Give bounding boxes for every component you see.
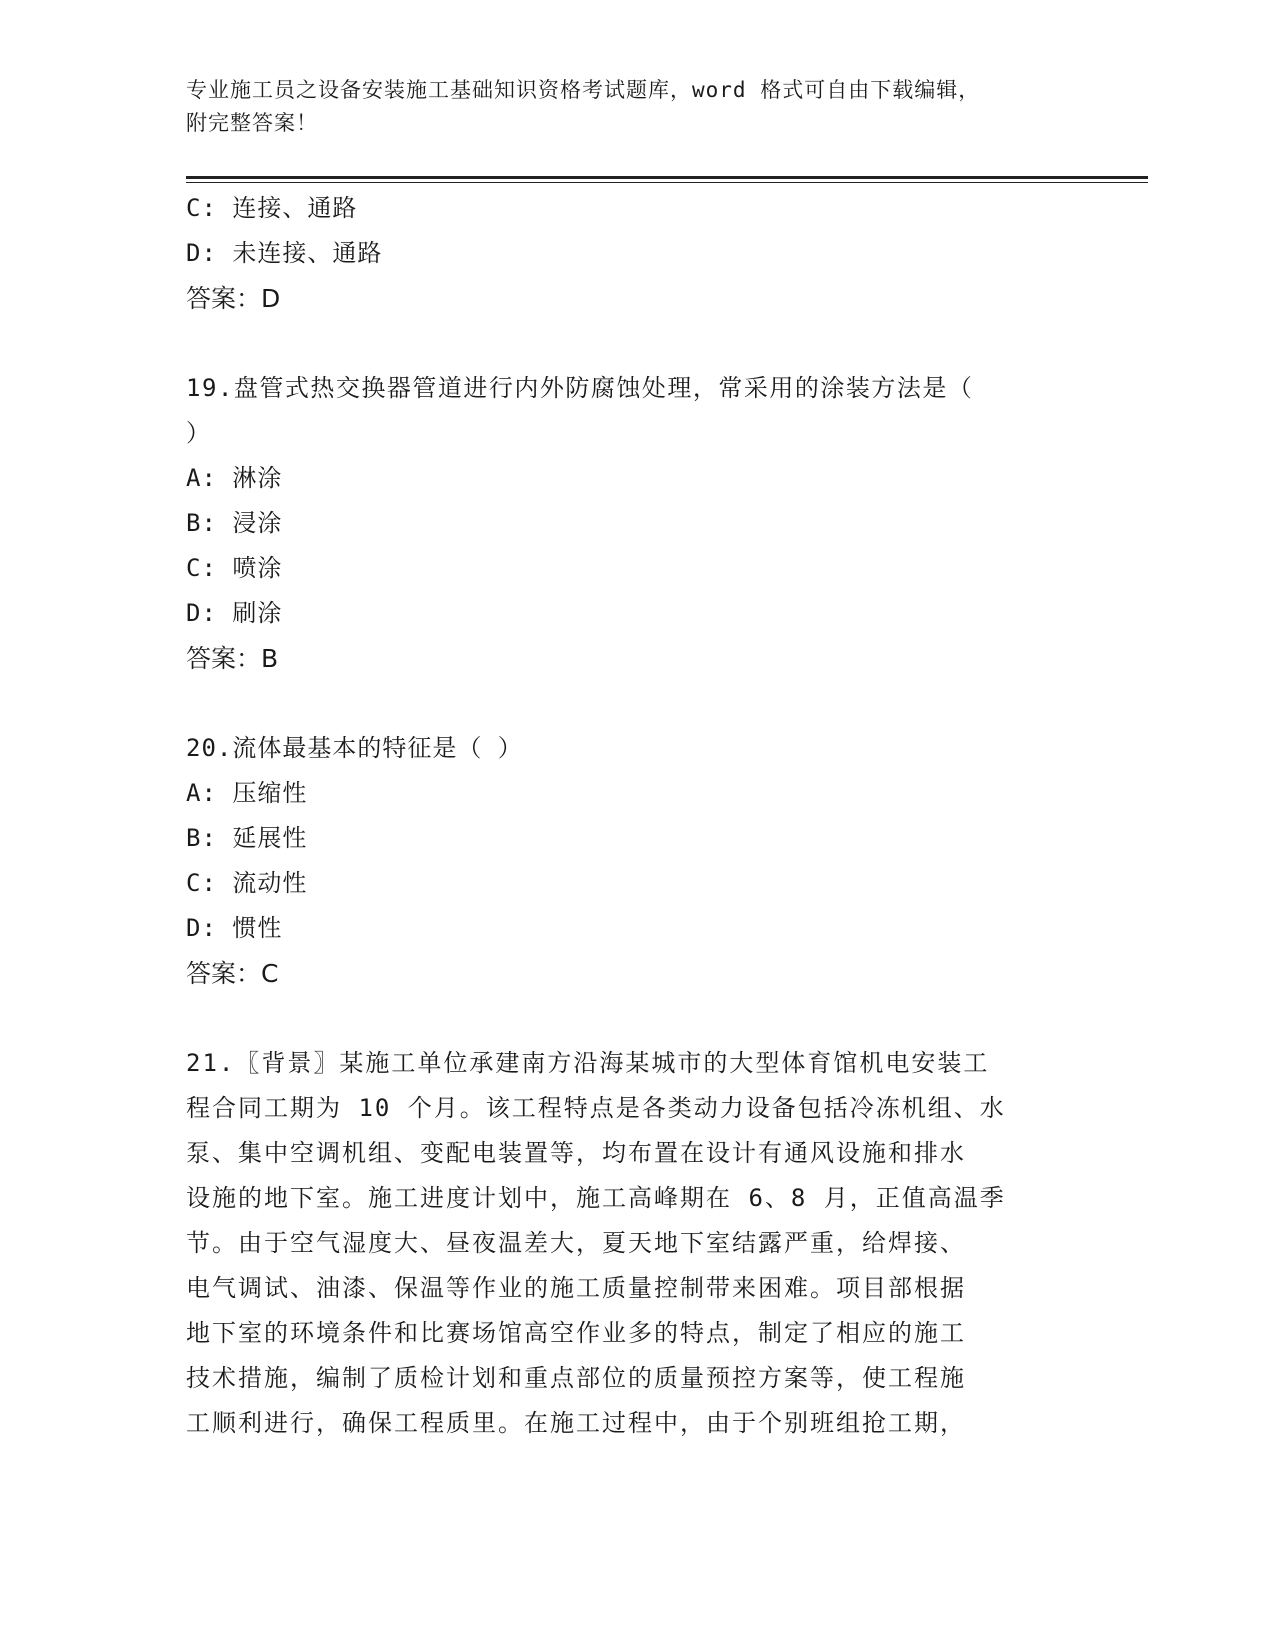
option-b: B: 延展性	[186, 824, 308, 852]
header-divider-thick	[186, 176, 1148, 179]
option-d: D: 未连接、通路	[186, 239, 383, 267]
question-20	[186, 726, 1086, 996]
header-title-line-2: 附完整答案！	[186, 111, 318, 135]
question-stem-line-2: ）	[186, 419, 211, 447]
spacer	[186, 321, 1086, 366]
question-18	[186, 186, 1086, 321]
question-text-line: 节。由于空气湿度大、昼夜温差大，夏天地下室结露严重，给焊接、	[186, 1229, 966, 1257]
question-list	[186, 186, 1086, 1446]
question-stem-line-1: 19.盘管式热交换器管道进行内外防腐蚀处理，常采用的涂装方法是（	[186, 374, 974, 402]
answer: 答案：D	[186, 284, 281, 313]
question-19	[186, 366, 1086, 681]
question-text-line: 地下室的环境条件和比赛场馆高空作业多的特点，制定了相应的施工	[186, 1319, 966, 1347]
question-text-line: 21.〖背景〗某施工单位承建南方沿海某城市的大型体育馆机电安装工	[186, 1049, 990, 1077]
answer: 答案：B	[186, 644, 279, 673]
question-stem: 20.流体最基本的特征是（ ）	[186, 734, 523, 762]
option-a: A: 淋涂	[186, 464, 283, 492]
option-c: C: 流动性	[186, 869, 308, 897]
option-d: D: 惯性	[186, 914, 283, 942]
option-b: B: 浸涂	[186, 509, 283, 537]
option-c: C: 喷涂	[186, 554, 283, 582]
question-text-line: 工顺利进行，确保工程质里。在施工过程中，由于个别班组抢工期，	[186, 1409, 966, 1437]
spacer	[186, 681, 1086, 726]
question-text-line: 设施的地下室。施工进度计划中，施工高峰期在 6、8 月，正值高温季	[186, 1184, 1006, 1212]
question-text-line: 泵、集中空调机组、变配电装置等，均布置在设计有通风设施和排水	[186, 1139, 966, 1167]
header-divider-thin	[186, 182, 1148, 183]
option-a: A: 压缩性	[186, 779, 308, 807]
page-header	[186, 74, 1086, 140]
header-title-line-1: 专业施工员之设备安装施工基础知识资格考试题库，word 格式可自由下载编辑，	[186, 78, 981, 102]
question-21	[186, 1041, 1086, 1446]
question-text-line: 技术措施，编制了质检计划和重点部位的质量预控方案等，使工程施	[186, 1364, 966, 1392]
spacer	[186, 996, 1086, 1041]
question-text-line: 程合同工期为 10 个月。该工程特点是各类动力设备包括冷冻机组、水	[186, 1094, 1006, 1122]
answer: 答案：C	[186, 959, 279, 988]
option-d: D: 刷涂	[186, 599, 283, 627]
option-c: C: 连接、通路	[186, 194, 358, 222]
question-text-line: 电气调试、油漆、保温等作业的施工质量控制带来困难。项目部根据	[186, 1274, 966, 1302]
